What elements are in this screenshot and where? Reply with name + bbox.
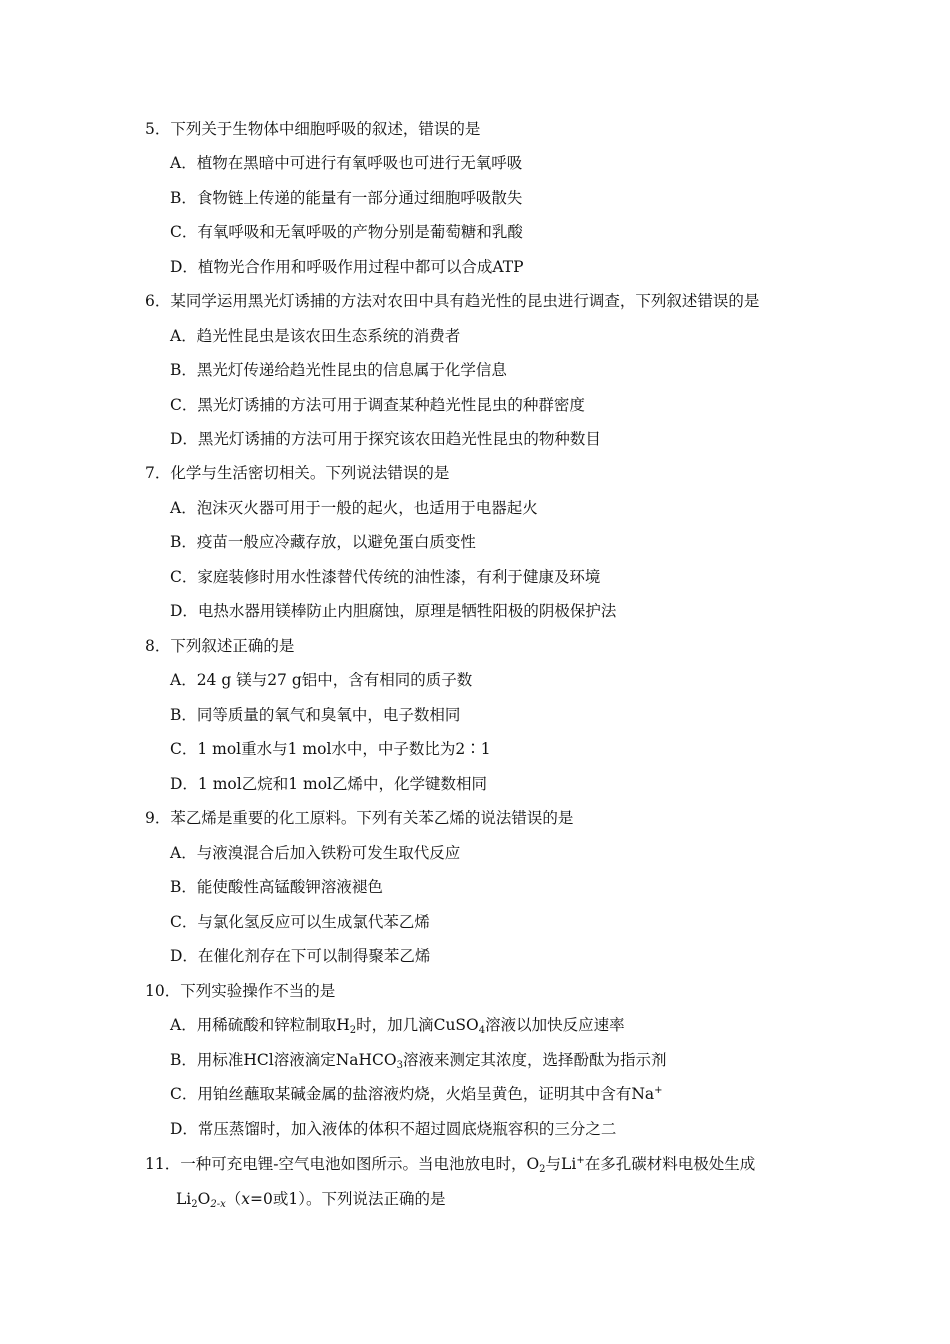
question-10-option-a — [170, 1014, 625, 1036]
q11-l2-var-x: x — [241, 1190, 251, 1208]
question-5-option-d: D．植物光合作用和呼吸作用过程中都可以合成ATP — [170, 258, 524, 276]
question-8-option-c: C．1 mol重水与1 mol水中，中子数比为2∶1 — [170, 740, 491, 758]
q11-l2-text-4: =0或1）。下列说法正确的是 — [250, 1190, 446, 1208]
question-6-option-b: B．黑光灯传递给趋光性昆虫的信息属于化学信息 — [170, 361, 507, 379]
q11-text-3: 在多孔碳材料电极处生成 — [584, 1155, 756, 1173]
question-10-option-b — [170, 1049, 667, 1071]
q11-text-1: 11．一种可充电锂-空气电池如图所示。当电池放电时，O — [145, 1155, 540, 1173]
q11-text-2: 与Li — [545, 1155, 577, 1173]
question-10-option-c — [170, 1083, 663, 1105]
q11-l2-text-2: O — [197, 1190, 211, 1208]
question-11-stem — [145, 1153, 755, 1175]
question-7-option-d: D．电热水器用镁棒防止内胆腐蚀，原理是牺牲阳极的阴极保护法 — [170, 602, 617, 620]
question-7-stem: 7．化学与生活密切相关。下列说法错误的是 — [145, 464, 450, 482]
question-7-option-a: A．泡沫灭火器可用于一般的起火，也适用于电器起火 — [170, 499, 538, 517]
question-6-stem: 6．某同学运用黑光灯诱捕的方法对农田中具有趋光性的昆虫进行调查，下列叙述错误的是 — [145, 292, 760, 310]
q10-c-text-1: C．用铂丝蘸取某碱金属的盐溶液灼烧，火焰呈黄色，证明其中含有Na — [170, 1085, 655, 1103]
q10-a-text-2: 时，加几滴CuSO — [356, 1016, 479, 1034]
question-5-option-a: A．植物在黑暗中可进行有氧呼吸也可进行无氧呼吸 — [170, 154, 523, 172]
q11-l2-text-3: （ — [225, 1190, 242, 1208]
q10-a-text-3: 溶液以加快反应速率 — [485, 1016, 625, 1034]
question-9-stem: 9．苯乙烯是重要的化工原料。下列有关苯乙烯的说法错误的是 — [145, 809, 574, 827]
question-5-stem: 5．下列关于生物体中细胞呼吸的叙述，错误的是 — [145, 120, 481, 138]
question-5-option-c: C．有氧呼吸和无氧呼吸的产物分别是葡萄糖和乳酸 — [170, 223, 523, 241]
q11-sup: + — [576, 1155, 585, 1166]
question-10-option-d: D．常压蒸馏时，加入液体的体积不超过圆底烧瓶容积的三分之二 — [170, 1120, 617, 1138]
question-8-option-a: A．24 g 镁与27 g铝中，含有相同的质子数 — [170, 671, 473, 689]
q11-l2-text-1: Li — [176, 1190, 192, 1208]
question-6-option-c: C．黑光灯诱捕的方法可用于调查某种趋光性昆虫的种群密度 — [170, 396, 585, 414]
question-9-option-d: D．在催化剂存在下可以制得聚苯乙烯 — [170, 947, 431, 965]
q10-c-sup: + — [654, 1085, 663, 1096]
q10-a-sub-2: 4 — [478, 1025, 486, 1036]
question-10-stem: 10．下列实验操作不当的是 — [145, 982, 336, 1000]
q10-a-text-1: A．用稀硫酸和锌粒制取H — [170, 1016, 350, 1034]
q10-b-text-1: B．用标准HCl溶液滴定NaHCO — [170, 1051, 397, 1069]
question-9-option-b: B．能使酸性高锰酸钾溶液褪色 — [170, 878, 383, 896]
question-7-option-c: C．家庭装修时用水性漆替代传统的油性漆，有利于健康及环境 — [170, 568, 601, 586]
question-5-option-b: B．食物链上传递的能量有一部分通过细胞呼吸散失 — [170, 189, 523, 207]
q11-l2-sub-1: 2 — [191, 1199, 198, 1210]
question-6-option-a: A．趋光性昆虫是该农田生态系统的消费者 — [170, 327, 461, 345]
question-9-option-c: C．与氯化氢反应可以生成氯代苯乙烯 — [170, 913, 430, 931]
q11-l2-sub-2: 2-x — [210, 1199, 226, 1210]
q10-b-text-2: 溶液来测定其浓度，选择酚酞为指示剂 — [403, 1051, 667, 1069]
q10-a-sub-1: 2 — [349, 1025, 357, 1036]
question-11-stem-continued — [176, 1188, 445, 1210]
question-7-option-b: B．疫苗一般应冷藏存放，以避免蛋白质变性 — [170, 533, 476, 551]
question-8-option-b: B．同等质量的氧气和臭氧中，电子数相同 — [170, 706, 461, 724]
question-8-stem: 8．下列叙述正确的是 — [145, 637, 295, 655]
question-8-option-d: D．1 mol乙烷和1 mol乙烯中，化学键数相同 — [170, 775, 487, 793]
question-6-option-d: D．黑光灯诱捕的方法可用于探究该农田趋光性昆虫的物种数目 — [170, 430, 601, 448]
q10-b-sub-1: 3 — [396, 1060, 403, 1071]
q11-sub-1: 2 — [539, 1164, 546, 1175]
question-9-option-a: A．与液溴混合后加入铁粉可发生取代反应 — [170, 844, 461, 862]
